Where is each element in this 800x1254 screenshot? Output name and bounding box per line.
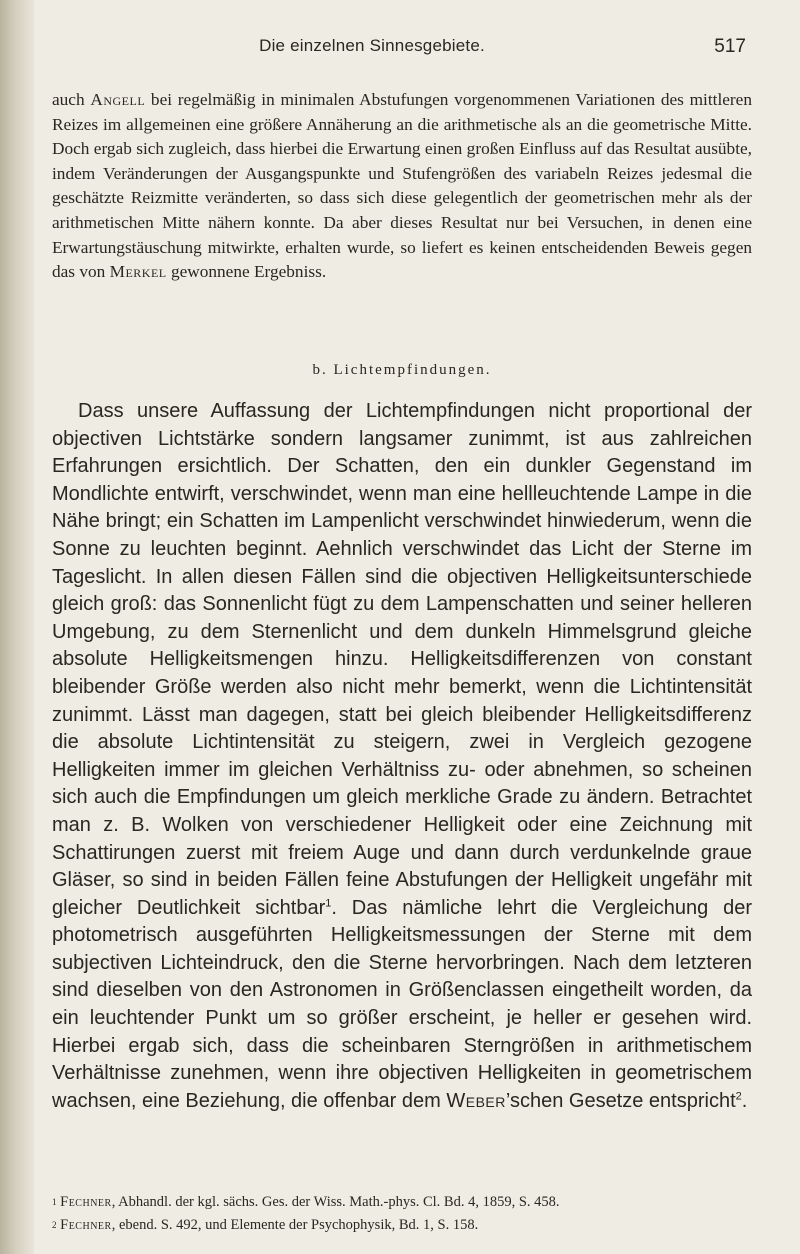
footnote-2	[52, 1214, 752, 1237]
footnote-text: , ebend. S. 492, und Elemente der Psychophysik, Bd. 1, S. 158.	[111, 1217, 479, 1233]
footnote-1	[52, 1191, 752, 1214]
footnote-number: 1	[52, 1197, 57, 1207]
footnotes	[52, 1191, 752, 1237]
page-header	[52, 36, 752, 66]
book-binding-edge	[0, 0, 34, 1254]
author-name-weber: Weber	[446, 1089, 506, 1112]
footnote-number: 2	[52, 1220, 57, 1230]
text-run: Dass unsere Auffassung der Lichtempfindungen nicht proportional der objectiven Lichtstärke sondern langsamer zunimmt, ist aus zahlreichen Erfahrungen ersichtlich. Der Schatten, den ein dunkler Gegenstand im Mondlichte entwirft, verschwindet, wenn man eine hellleuchtende Lampe in die Nähe bringt; ein Schatten im Lampenlicht verschwindet hinwiederum, wenn die Sonne zu leuchten beginnt. Aehnlich verschwindet das Licht der Sterne im Tageslicht. In allen diesen Fällen sind die objectiven Helligkeitsunterschiede gleich groß: das Sonnenlicht fügt zu dem Lampenschatten und seiner helleren Umgebung, zu dem Sternenlicht und dem dunkeln Himmelsgrund gleiche absolute Helligkeitsmengen hinzu. Helligkeitsdifferenzen von constant bleibender Größe werden also nicht mehr bemerkt, wenn die Lichtintensität zunimmt. Lässt man dagegen, statt bei gleich bleibender Helligkeitsdifferenz die absolute Lichtintensität zu steigern, zwei in Vergleich gezogene Helligkeiten immer im gleichen Verhältniss zu- oder abnehmen, so scheinen sich auch die Empfindungen um gleich merkliche Grade zu ändern. Betrachtet man z. B. Wolken von verschiedener Helligkeit oder eine Zeichnung mit Schattirungen zuerst mit freiem Auge und dann durch verdunkelnde graue Gläser, so sind in beiden Fällen feine Abstufungen der Helligkeit ungefähr mit gleicher Deutlichkeit sichtbar	[52, 400, 752, 919]
book-page	[52, 0, 752, 1254]
text-run: .	[741, 1089, 748, 1112]
page-number: 517	[714, 36, 746, 57]
text-run: bei regelmäßig in minimalen Abstufungen vorgenommenen Variationen des mittleren Reizes im allgemeinen eine größere Annäherung an die arithmetische als an die geometrische Mitte. Doch ergab sich zugleich, dass hierbei die Erwartung einen großen Einfluss auf das Resultat ausübte, indem Veränderungen der Ausgangspunkte und Stufengrößen des variabeln Reizes jedesmal die geschätzte Reizmitte veränderten, so dass sich diese gelegentlich der geometrischen mehr als der arithmetischen Mitte nähern konnte. Da aber dieses Resultat nur bei Versuchen, in denen eine Erwartungstäuschung mitwirkte, erhalten wurde, so liefert es keinen entscheidenden Beweis gegen das von	[52, 90, 752, 282]
footnote-ref-1[interactable]: 1	[325, 897, 332, 910]
text-run: gewonnene Ergebniss.	[166, 262, 327, 282]
footnote-author: Fechner	[60, 1217, 112, 1233]
paragraph-lichtempfindungen	[52, 398, 752, 1115]
text-run: ’schen Gesetze entspricht	[505, 1089, 736, 1112]
author-name-angell: Angell	[90, 90, 146, 109]
footnote-ref-2[interactable]: 2	[735, 1090, 742, 1103]
paragraph-continuation	[52, 88, 752, 285]
section-heading: b. Lichtempfindungen.	[312, 362, 492, 378]
text-run: auch	[52, 90, 91, 109]
text-run: . Das nämliche lehrt die Vergleichung der photometrisch ausgeführten Helligkeitsmessungen der Sterne mit dem subjectiven Lichteindruck, den die Sterne hervorbringen. Nach dem letzteren sind dieselben von den Astronomen in Größenclassen eingetheilt worden, da ein leuchtender Punkt um so größer erscheint, je heller er gesehen wird. Hierbei ergab sich, dass die scheinbaren Sterngrößen in arithmetischem Verhältnisse zunehmen, wenn ihre objectiven Helligkeiten in geometrischem wachsen, eine Beziehung, die offenbar dem	[52, 896, 752, 1112]
running-head: Die einzelnen Sinnesgebiete.	[259, 36, 485, 55]
footnote-author: Fechner	[60, 1194, 112, 1210]
author-name-merkel: Merkel	[109, 262, 167, 282]
footnote-text: , Abhandl. der kgl. sächs. Ges. der Wiss. Math.-phys. Cl. Bd. 4, 1859, S. 458.	[111, 1194, 560, 1210]
